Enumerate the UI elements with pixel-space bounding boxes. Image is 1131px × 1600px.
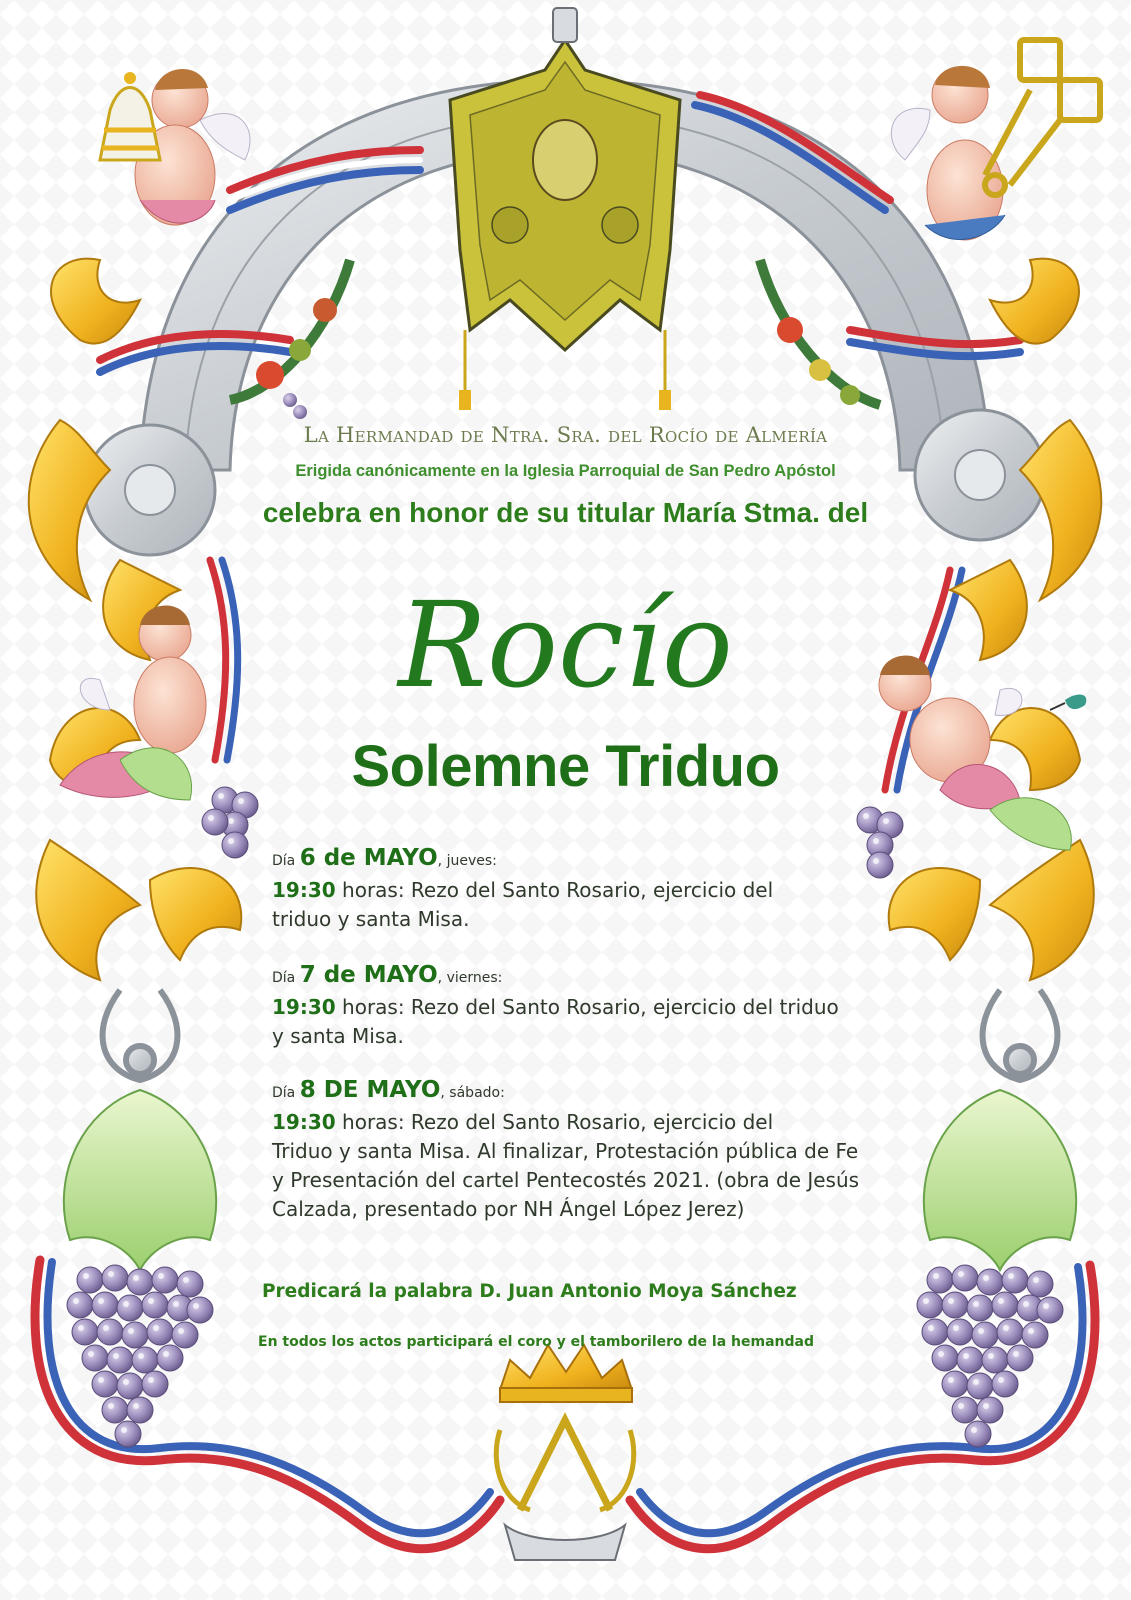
- day-weekday: , viernes:: [437, 970, 503, 986]
- day-date: 8 DE MAYO: [299, 1077, 441, 1103]
- day-schedule: [272, 993, 882, 1051]
- day-block-8: [272, 1075, 882, 1224]
- day-line1: horas: Rezo del Santo Rosario, ejercicio del triduo: [335, 995, 839, 1019]
- rocio-title: Rocío: [398, 576, 733, 714]
- hermandad-name: La Hermandad de Ntra. Sra. del Rocío de Almería: [303, 423, 828, 447]
- day-heading: [272, 1075, 882, 1108]
- celebra-line: celebra en honor de su titular María Stma. del: [262, 497, 869, 528]
- day-date: 6 de MAYO: [299, 845, 438, 871]
- day-schedule: [272, 876, 882, 934]
- day-rest: Triduo y santa Misa. Al finalizar, Protestación pública de Fe y Presentación del cartel Pentecostés 2021. (obra de Jesús Calzada, presentado por NH Ángel López Jerez): [272, 1139, 860, 1221]
- day-heading: [272, 960, 882, 993]
- day-block-6: [272, 843, 882, 934]
- day-weekday: , jueves:: [437, 853, 497, 869]
- triduo-title: Solemne Triduo: [351, 734, 780, 799]
- crown-monogram-icon: [496, 1345, 634, 1560]
- cherub-icon: [891, 66, 1005, 240]
- day-line1: horas: Rezo del Santo Rosario, ejercicio del: [335, 878, 774, 902]
- day-time: 19:30: [272, 995, 336, 1019]
- day-weekday: , sábado:: [440, 1085, 505, 1101]
- erigida-subtitle: Erigida canónicamente en la Iglesia Parroquial de San Pedro Apóstol: [295, 462, 836, 480]
- day-prefix: Día: [272, 1085, 300, 1101]
- day-rest: triduo y santa Misa.: [272, 907, 470, 931]
- choir-note: En todos los actos participará el coro y el tamborilero de la hemandad: [258, 1334, 814, 1350]
- day-rest: y santa Misa.: [272, 1024, 404, 1048]
- day-block-7: [272, 960, 882, 1051]
- banner-simpecado-icon: [450, 8, 680, 410]
- day-date: 7 de MAYO: [299, 962, 438, 988]
- papal-tiara-icon: [100, 72, 160, 160]
- day-time: 19:30: [272, 878, 336, 902]
- day-time: 19:30: [272, 1110, 336, 1134]
- preacher-line: Predicará la palabra D. Juan Antonio Moya Sánchez: [262, 1281, 797, 1302]
- day-prefix: Día: [272, 970, 300, 986]
- keys-icon: [985, 40, 1100, 195]
- day-schedule: [272, 1108, 872, 1224]
- day-heading: [272, 843, 882, 876]
- day-line1: horas: Rezo del Santo Rosario, ejercicio del: [335, 1110, 774, 1134]
- day-prefix: Día: [272, 853, 300, 869]
